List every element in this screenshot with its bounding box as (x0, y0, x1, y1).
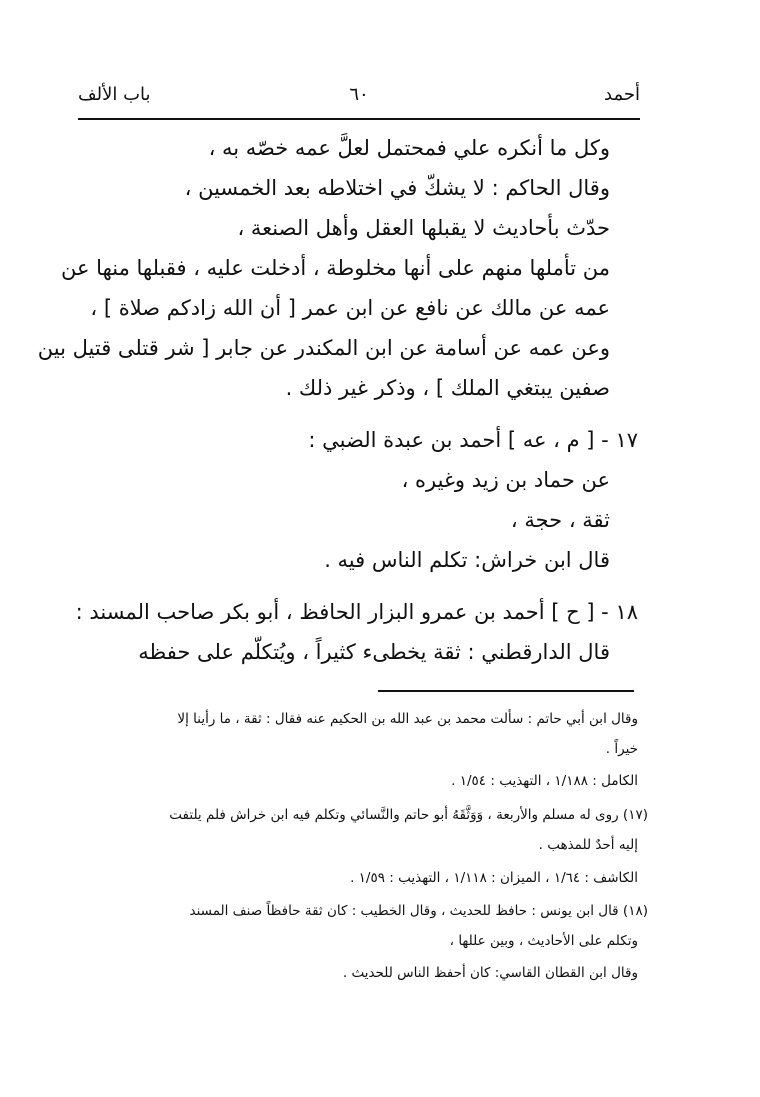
footnote-line: إليه أحدٌ للمذهب . (538, 837, 638, 853)
footnote-line: الكامل : ١/١٨٨ ، التهذيب : ١/٥٤ . (451, 773, 638, 789)
page-header (78, 84, 640, 114)
text-line: صفين يبتغي الملك ] ، وذكر غير ذلك . (285, 376, 610, 400)
text-line: وكل ما أنكره علي فمحتمل لعلَّ عمه خصّه به ، (208, 136, 610, 160)
footnote-line: (١٧) روى له مسلم والأربعة ، وَوَثَّقَهُ أبو حاتم والنَّسائي وتكلم فيه ابن خراش فلم يلتفت (169, 807, 648, 823)
footnote-line: وقال ابن القطان القاسي: كان أحفظ الناس للحديث . (342, 965, 638, 981)
entry-17-line: عن حماد بن زيد وغيره ، (401, 468, 610, 492)
text-line: حدّث بأحاديث لا يقبلها العقل وأهل الصنعة ، (237, 216, 610, 240)
text-line: عمه عن مالك عن نافع عن ابن عمر [ أن الله زادكم صلاة ] ، (90, 296, 610, 320)
entry-17-line: قال ابن خراش: تكلم الناس فيه . (324, 548, 610, 572)
header-name: أحمد (604, 84, 640, 105)
chapter-title: باب الألف (78, 84, 151, 105)
footnote-line: الكاشف : ١/٦٤ ، الميزان : ١/١١٨ ، التهذيب : ١/٥٩ . (350, 870, 638, 886)
text-line: وقال الحاكم : لا يشكّ في اختلاطه بعد الخمسين ، (184, 176, 610, 200)
footnote-separator (378, 690, 634, 692)
entry-18-line: قال الدارقطني : ثقة يخطىء كثيراً ، ويُتكلّم على حفظه (138, 640, 610, 664)
text-line: من تأملها منهم على أنها مخلوطة ، أدخلت عليه ، فقبلها منها عن (60, 256, 610, 280)
entry-17-line: ثقة ، حجة ، (510, 508, 610, 532)
entry-18-heading: ١٨ - [ ح ] أحمد بن عمرو البزار الحافظ ، أبو بكر صاحب المسند : (75, 600, 638, 624)
entry-17-heading: ١٧ - [ م ، عه ] أحمد بن عبدة الضبي : (308, 428, 638, 452)
footnote-line: (١٨) قال ابن يونس : حافظ للحديث ، وقال الخطيب : كان ثقة حافظاً صنف المسند (189, 903, 648, 919)
text-line: وعن عمه عن أسامة عن ابن المكندر عن جابر [ شر قتلى قتيل بين (37, 336, 610, 360)
footnote-line: وتكلم على الأحاديث ، وبين عللها ، (449, 933, 638, 949)
footnote-line: خيراً . (605, 741, 638, 757)
footnote-line: وقال ابن أبي حاتم : سألت محمد بن عبد الله بن الحكيم عنه فقال : ثقة ، ما رأينا إلا (177, 711, 638, 727)
page-number: ٦٠ (349, 84, 369, 105)
header-rule (78, 118, 640, 120)
